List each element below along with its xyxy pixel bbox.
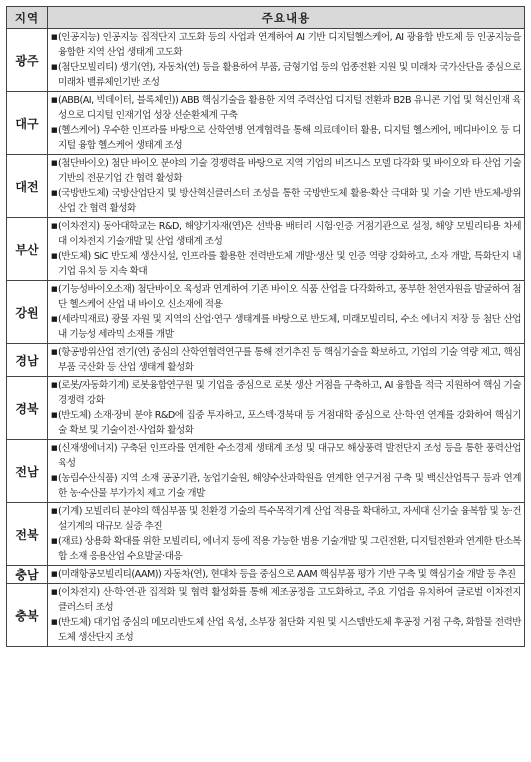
- bullet-icon: ■: [51, 588, 58, 596]
- table-row: [7, 218, 525, 281]
- list-item: [51, 93, 521, 123]
- item-text: (첨단바이오) 첨단 바이오 분야의 기술 경쟁력을 바탕으로 지역 기업의 비즈니스 모델 다각화 및 바이오와 타 산업 기술 기반의 전문기업 간 협력 활성화: [58, 158, 521, 184]
- table-row: [7, 29, 525, 92]
- list-item: [51, 123, 521, 153]
- region-cell: 부산: [7, 218, 48, 281]
- item-text: (반도체) SiC 반도체 생산시설, 인프라를 활용한 전력반도체 개발·생산 및 인증 역량 강화하고, 소자 개발, 특화단지 내 기업 유치 등 지속 확대: [58, 251, 521, 277]
- bullet-icon: ■: [51, 474, 58, 482]
- bullet-icon: ■: [51, 381, 58, 389]
- header-content: 주요내용: [48, 7, 525, 29]
- content-cell: [48, 566, 525, 584]
- content-cell: [48, 584, 525, 647]
- item-text: (미래항공모빌리티(AAM)) 자동차(연), 현대차 등을 중심으로 AAM 핵심부품 평가 기반 구축 및 핵심기술 개발 등 추진: [58, 569, 516, 580]
- table-row: [7, 584, 525, 647]
- bullet-icon: ■: [51, 618, 58, 626]
- item-text: (첨단모빌리티) 생기(연), 자동차(연) 등을 활용하여 부품, 금형기업 등의 업종전환 지원 및 미래차 국가산단을 중심으로 미래차 밸류체인기반 조성: [58, 62, 521, 88]
- item-text: (국방반도체) 국방산업단지 및 방산혁신클러스터 조성을 통한 국방반도체 활용·확산 극대화 및 기술 기반 반도체-방위산업 간 협력 활성화: [58, 188, 521, 214]
- list-item: [51, 534, 521, 564]
- item-text: (로봇/자동화기계) 로봇융합연구원 및 기업을 중심으로 로봇 생산 거점을 구축하고, AI 융합을 적극 지원하여 핵심 기술 경쟁력 강화: [58, 380, 521, 406]
- content-cell: [48, 155, 525, 218]
- list-item: [51, 282, 521, 312]
- content-cell: [48, 344, 525, 377]
- list-item: [51, 219, 521, 249]
- list-item: [51, 378, 521, 408]
- bullet-icon: ■: [51, 570, 58, 578]
- list-item: [51, 441, 521, 471]
- list-item: [51, 345, 521, 375]
- item-text: (기능성바이오소재) 첨단바이오 육성과 연계하여 기존 바이오 식품 산업을 다각화하고, 풍부한 천연자원을 발굴하여 첨단 헬스케어 산업 내 바이오 신소재에 적용: [58, 284, 521, 310]
- table-row: [7, 344, 525, 377]
- list-item: [51, 471, 521, 501]
- bullet-icon: ■: [51, 315, 58, 323]
- region-cell: 대전: [7, 155, 48, 218]
- content-cell: [48, 92, 525, 155]
- list-item: [51, 186, 521, 216]
- region-cell: 전북: [7, 503, 48, 566]
- table-row: [7, 281, 525, 344]
- region-cell: 충남: [7, 566, 48, 584]
- list-item: [51, 60, 521, 90]
- list-item: [51, 585, 521, 615]
- regional-industry-table: [6, 6, 525, 647]
- table-row: [7, 440, 525, 503]
- region-cell: 경북: [7, 377, 48, 440]
- region-cell: 광주: [7, 29, 48, 92]
- item-text: (반도체) 대기업 중심의 메모리반도체 산업 육성, 소부장 첨단화 지원 및 시스템반도체 후공정 거점 구축, 화합물 전력반도체 생산단지 조성: [58, 617, 521, 643]
- list-item: [51, 249, 521, 279]
- region-cell: 전남: [7, 440, 48, 503]
- content-cell: [48, 29, 525, 92]
- bullet-icon: ■: [51, 252, 58, 260]
- item-text: (항공방위산업 전기(연) 중심의 산학연협력연구를 통해 전기추진 등 핵심기술을 확보하고, 기업의 기술 역량 제고, 핵심 부품 국산화 등 산업 생태계 활성화: [58, 347, 521, 373]
- content-cell: [48, 218, 525, 281]
- region-cell: 대구: [7, 92, 48, 155]
- region-cell: 충북: [7, 584, 48, 647]
- bullet-icon: ■: [51, 189, 58, 197]
- item-text: (기계) 모빌리티 분야의 핵심부품 및 친환경 기술의 특수목적기계 산업 적용을 확대하고, 자세대 신기술 융복합 및 농·건설기계의 대규모 실증 추진: [58, 506, 521, 532]
- bullet-icon: ■: [51, 348, 58, 356]
- item-text: (신재생에너지) 구축된 인프라를 연계한 수소경제 생태계 조성 및 대규모 해상풍력 발전단지 조성 등을 통한 풍력산업 육성: [58, 443, 521, 469]
- bullet-icon: ■: [51, 96, 58, 104]
- bullet-icon: ■: [51, 285, 58, 293]
- table-row: [7, 155, 525, 218]
- table-row: [7, 377, 525, 440]
- content-cell: [48, 440, 525, 503]
- header-region: 지역: [7, 7, 48, 29]
- region-cell: 경남: [7, 344, 48, 377]
- bullet-icon: ■: [51, 222, 58, 230]
- item-text: (이차전지) 산·학·연·관 집적화 및 협력 활성화를 통해 제조공정을 고도화하고, 주요 기업을 유치하여 글로벌 이차전지 클러스터 조성: [58, 587, 521, 613]
- item-text: (농림수산식품) 지역 소재 공공기관, 농업기술원, 해양수산과학원을 연계한 연구거점 구축 및 백신산업특구 등과 연계한 농·수산물 부가가치 제고 기술 개발: [58, 473, 521, 499]
- bullet-icon: ■: [51, 159, 58, 167]
- table-row: [7, 92, 525, 155]
- item-text: (재료) 상용화 확대를 위한 모빌리티, 에너지 등에 적용 가능한 범용 기술개발 및 그린전환, 디지털전환과 연계한 탄소복합 소재 응용산업 수요발굴·대응: [58, 536, 521, 562]
- content-cell: [48, 281, 525, 344]
- item-text: (이차전지) 동아대학교는 R&D, 해양기자재(연)은 선박용 배터리 시험·인증 거점기관으로 설정, 해양 모빌리티용 차세대 이차전지 기술개발 및 산업 생태계 조성: [58, 221, 521, 247]
- header-row: [7, 7, 525, 29]
- table-row: [7, 503, 525, 566]
- list-item: [51, 30, 521, 60]
- list-item: [51, 615, 521, 645]
- list-item: [51, 156, 521, 186]
- bullet-icon: ■: [51, 507, 58, 515]
- bullet-icon: ■: [51, 33, 58, 41]
- region-cell: 강원: [7, 281, 48, 344]
- item-text: (세라믹재료) 광물 자원 및 지역의 산업·연구 생태계를 바탕으로 반도체, 미래모빌리티, 수소 에너지 저장 등 첨단 산업 내 기능성 세라믹 소재를 개발: [58, 314, 521, 340]
- item-text: (헬스케어) 우수한 인프라를 바탕으로 산학연병 연계협력을 통해 의료데이터 활용, 디지털 헬스케어, 메디바이오 등 디지털 융합 헬스케어 생태계 조성: [58, 125, 521, 151]
- bullet-icon: ■: [51, 537, 58, 545]
- item-text: (ABB(AI, 빅데이터, 블록체인)) ABB 핵심기술을 활용한 지역 주력산업 디지털 전환과 B2B 유니콘 기업 및 혁신인재 육성으로 디지털 인재기업 성장 선순환체계 구축: [58, 95, 521, 121]
- bullet-icon: ■: [51, 126, 58, 134]
- list-item: [51, 312, 521, 342]
- content-cell: [48, 377, 525, 440]
- bullet-icon: ■: [51, 63, 58, 71]
- item-text: (반도체) 소재·장비 분야 R&D에 집중 투자하고, 포스텍·경북대 등 거점대학 중심으로 산·학·연 연계를 강화하여 핵심기술 확보 및 기술이전·사업화 활성화: [58, 410, 521, 436]
- bullet-icon: ■: [51, 444, 58, 452]
- table-row: [7, 566, 525, 584]
- list-item: [51, 504, 521, 534]
- list-item: [51, 567, 521, 582]
- content-cell: [48, 503, 525, 566]
- item-text: (인공지능) 인공지능 집적단지 고도화 등의 사업과 연계하여 AI 기반 디지털헬스케어, AI 광융합 반도체 등 인공지능을 융합한 지역 산업 생태계 고도화: [58, 32, 521, 58]
- list-item: [51, 408, 521, 438]
- bullet-icon: ■: [51, 411, 58, 419]
